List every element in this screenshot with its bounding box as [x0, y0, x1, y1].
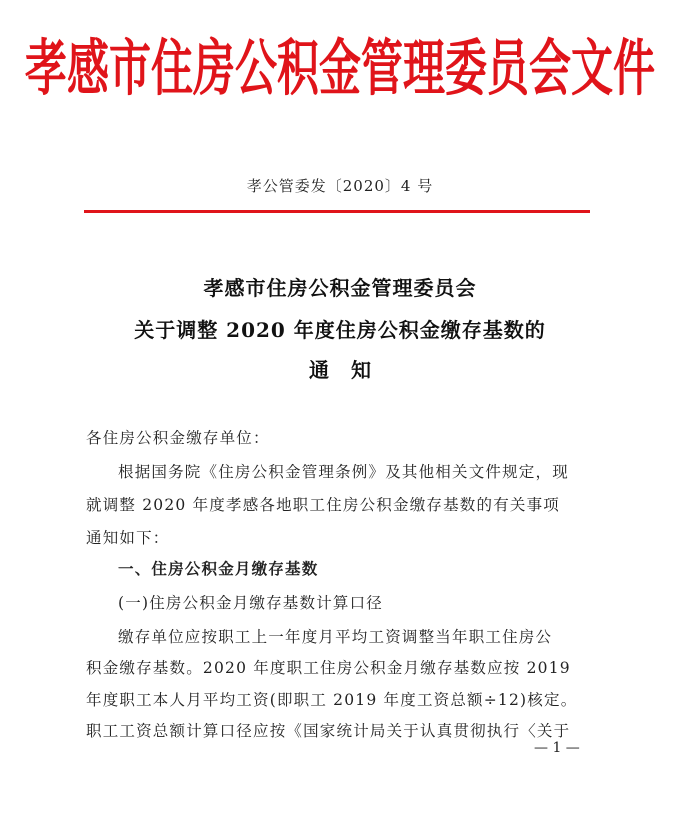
paragraph-1-line-1: 根据国务院《住房公积金管理条例》及其他相关文件规定，现 — [118, 463, 569, 481]
org-header-title: 孝感市住房公积金管理委员会文件 — [24, 32, 655, 104]
paragraph-1-line-2: 就调整 2020 年度孝感各地职工住房公积金缴存基数的有关事项 — [86, 496, 561, 514]
red-divider-rule — [84, 210, 590, 213]
subsection-1-heading: (一)住房公积金月缴存基数计算口径 — [118, 594, 383, 612]
notice-title-line-1: 孝感市住房公积金管理委员会 — [203, 276, 477, 300]
notice-title-line-3: 通知 — [309, 358, 393, 382]
paragraph-2-line-3: 年度职工本人月平均工资(即职工 2019 年度工资总额÷12)核定。 — [86, 691, 578, 709]
paragraph-2-line-4: 职工工资总额计算口径应按《国家统计局关于认真贯彻执行〈关于 — [86, 722, 571, 740]
section-1-heading: 一、住房公积金月缴存基数 — [118, 560, 319, 578]
paragraph-2-line-2: 积金缴存基数。2020 年度职工住房公积金月缴存基数应按 2019 — [86, 659, 571, 677]
notice-title-line-2: 关于调整 2020 年度住房公积金缴存基数的 — [134, 318, 546, 342]
page-number: — 1 — — [534, 740, 580, 756]
paragraph-2-line-1: 缴存单位应按职工上一年度月平均工资调整当年职工住房公 — [118, 628, 553, 646]
document-number: 孝公管委发〔2020〕4 号 — [246, 177, 434, 195]
paragraph-1-line-3: 通知如下： — [86, 529, 170, 547]
salutation: 各住房公积金缴存单位： — [86, 429, 270, 447]
